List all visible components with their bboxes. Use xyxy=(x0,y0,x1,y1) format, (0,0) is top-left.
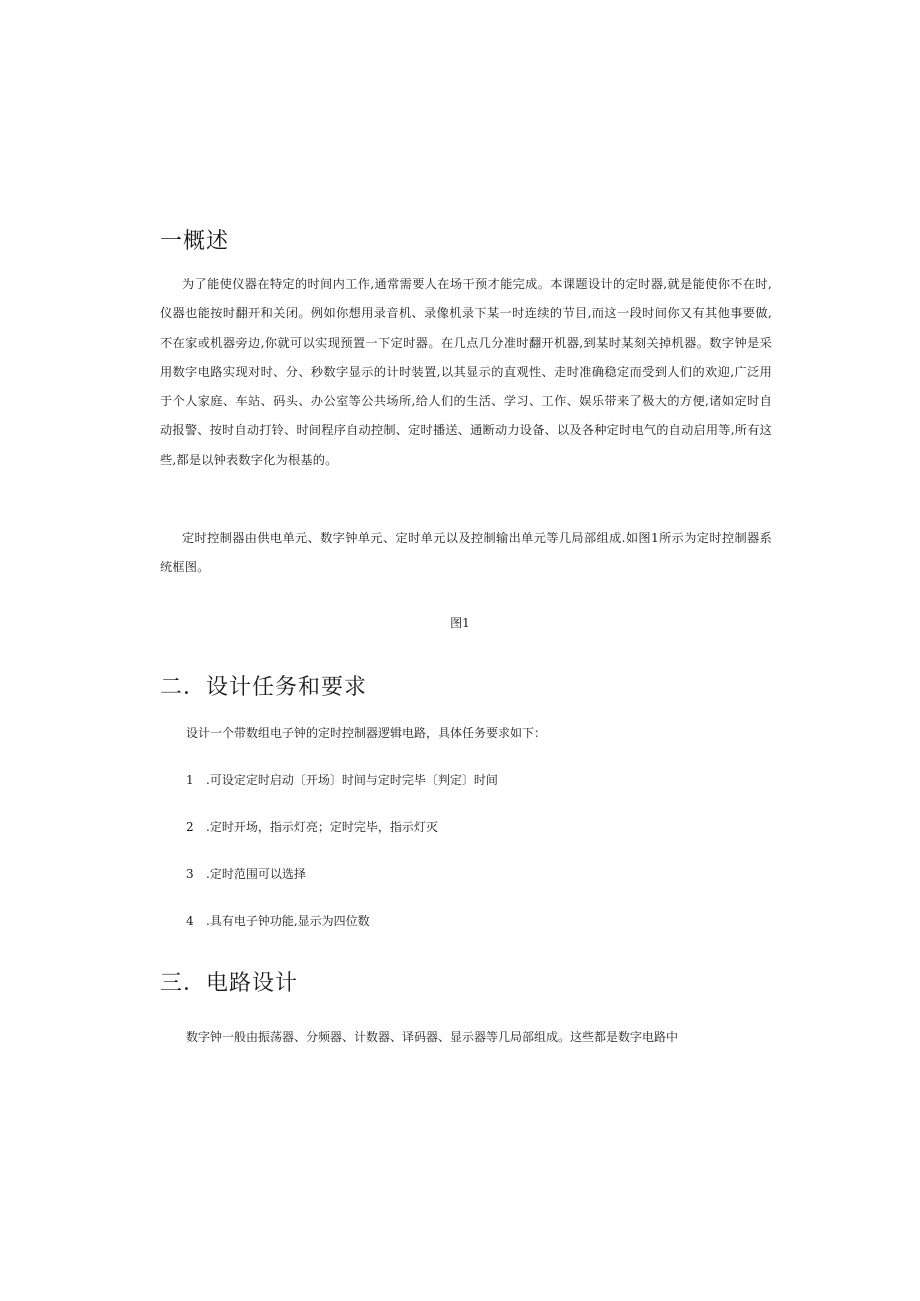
section-2-intro: 设计一个带数组电子钟的定时控制器逻辑电路，具体任务要求如下： xyxy=(186,726,547,740)
section-1-paragraph-1: 为了能使仪器在特定的时间内工作,通常需要人在场干预才能完成。本课题设计的定时器,就是能使你不在时,仪器也能按时翻开和关闭。例如你想用录音机、录像机录下某一时连续的节目,而这一段时间你又有其他事要做,不在家或机器旁边,你就可以实现预置一下定时器。在几点几分准时翻开机器,到某时某刻关掉机器。数字钟是采用数字电路实现对时、分、秒数字显示的计时装置,以其显示的直观性、走时准确稳定而受到人们的欢迎,广泛用于个人家庭、车站、码头、办公室等公共场所,给人们的生活、学习、工作、娱乐带来了极大的方便,诸如定时自动报警、按时自动打铃、时间程序自动控制、定时播送、通断动力设备、以及各种定时电气的自动启用等,所有这些,都是以钟表数字化为根基的。 xyxy=(160,277,772,467)
section-2-title: 二．设计任务和要求 xyxy=(160,675,368,700)
requirement-text: .具有电子钟功能,显示为四位数 xyxy=(206,914,370,928)
section-3-intro: 数字钟一般由振荡器、分频器、计数器、译码器、显示器等几局部组成。这些都是数字电路中 xyxy=(186,1030,679,1044)
requirement-text: .可设定定时启动〔开场〕时间与定时完毕〔判定〕时间 xyxy=(206,773,498,787)
requirement-number: 2 xyxy=(186,820,194,834)
section-3-title: 三．电路设计 xyxy=(160,971,299,996)
requirement-text: .定时范围可以选择 xyxy=(206,867,306,881)
requirement-number: 1 xyxy=(186,773,194,787)
requirement-item xyxy=(186,771,498,788)
requirement-text: .定时开场，指示灯亮；定时完毕，指示灯灭 xyxy=(206,820,438,834)
section-1-paragraph-2: 定时控制器由供电单元、数字钟单元、定时单元以及控制输出单元等几局部组成.如图1所示为定时控制器系统框图。 xyxy=(160,531,772,575)
requirement-item xyxy=(186,912,370,929)
requirement-number: 4 xyxy=(186,914,194,928)
figure-caption: 图1 xyxy=(450,616,470,630)
requirement-item xyxy=(186,865,306,882)
section-1-title: 一概述 xyxy=(160,229,230,254)
requirement-item xyxy=(186,818,438,835)
requirement-number: 3 xyxy=(186,867,194,881)
